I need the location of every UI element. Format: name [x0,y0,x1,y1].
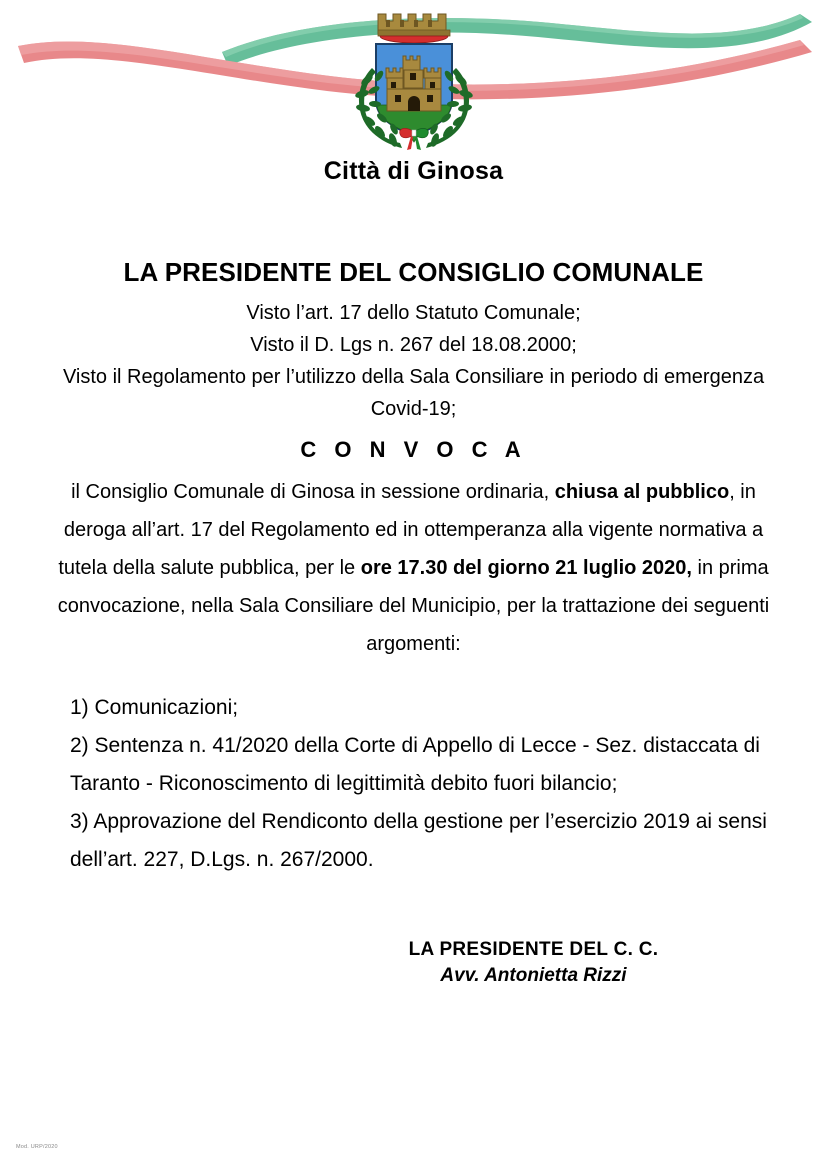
mural-crown-icon [378,14,450,43]
convoca-text-part2: , in deroga all’art. 17 del Regolamento ed in ottemperanza alla vigente normativa a tutela della salute pubblica, per le [58,481,764,579]
signature-block [0,937,827,989]
convoca-bold-chiusa-al-pubblico: chiusa al pubblico [554,481,730,503]
convoca-text-part3: in prima convocazione, nella Sala Consiliare del Municipio, per la trattazione dei seguenti argomenti: [57,557,770,655]
convoca-bold-date-time: ore 17.30 del giorno 21 luglio 2020, [360,557,692,579]
convoca-heading: C O N V O C A [300,437,527,462]
document-body [0,255,827,989]
agenda-item: 3) Approvazione del Rendiconto della gestione per l’esercizio 2019 ai sensi dell’art. 227, D.Lgs. n. 267/2000. [70,810,773,871]
convoca-text-part1: il Consiglio Comunale di Ginosa in sessione ordinaria, [71,481,555,503]
signature-name: Avv. Antonietta Rizzi [440,965,627,986]
agenda-item: 1) Comunicazioni; [70,696,239,719]
city-name-heading: Città di Ginosa [323,157,504,185]
document-title: LA PRESIDENTE DEL CONSIGLIO COMUNALE [123,257,704,287]
preamble-line: Visto il D. Lgs n. 267 del 18.08.2000; [250,334,577,356]
letterhead [0,0,827,200]
agenda-list [70,689,773,879]
form-code-footer: Mod. URP/2020 [16,1144,58,1150]
shield-icon [376,44,452,142]
preamble-line: Visto il Regolamento per l’utilizzo della Sala Consiliare in periodo di emergenza Covid-19; [62,366,765,420]
preamble-block [56,297,771,425]
signature-title: LA PRESIDENTE DEL C. C. [408,939,659,960]
preamble-line: Visto l’art. 17 dello Statuto Comunale; [246,302,581,324]
convoca-paragraph [38,473,789,663]
agenda-item: 2) Sentenza n. 41/2020 della Corte di Appello di Lecce - Sez. distaccata di Taranto - Riconoscimento di legittimità debito fuori bilancio; [70,734,766,795]
ginosa-coat-of-arms-icon [334,0,494,155]
